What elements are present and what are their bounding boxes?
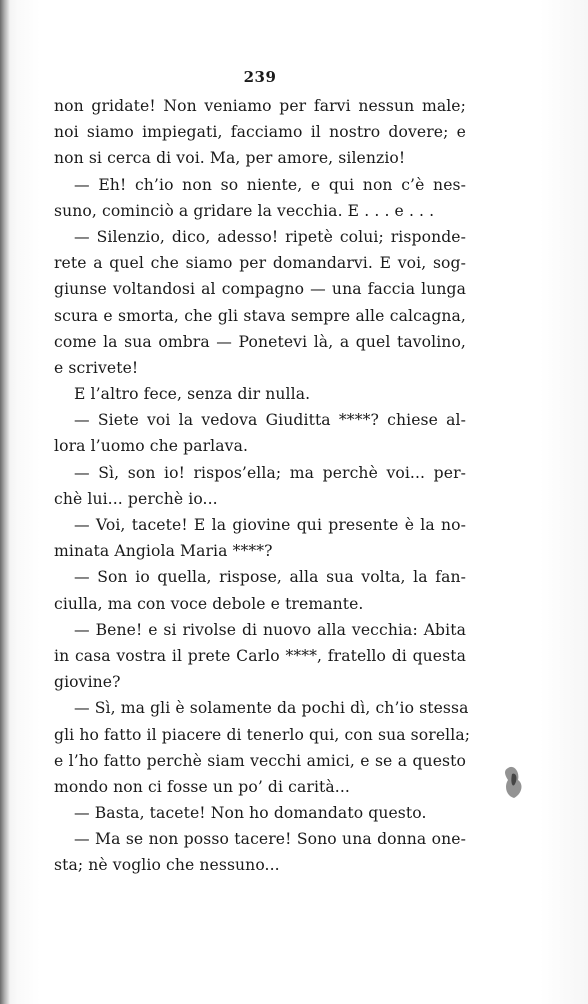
text-line: E l’altro fece, senza dir nulla. [74,385,311,404]
body-text [54,93,471,879]
text-line: — Sì, ma gli è solamente da pochi dì, ch’io stessa [74,699,469,718]
text-line: — Basta, tacete! Non ho domandato questo. [74,804,427,823]
text-line: in casa vostra il prete Carlo ****, fratello di questa [54,646,466,665]
text-line: scura e smorta, che gli stava sempre alle calcagna, [54,306,466,325]
page-number: 239 [243,68,277,86]
text-line: sta; nè voglio che nessuno... [54,856,280,875]
text-line: noi siamo impiegati, facciamo il nostro dovere; e [54,123,466,142]
text-line: rete a quel che siamo per domandarvi. E voi, sog- [54,254,466,273]
text-line: — Bene! e si rivolse di nuovo alla vecchia: Abita [74,620,466,639]
text-line: lora l’uomo che parlava. [54,437,249,456]
text-line: non gridate! Non veniamo per farvi nessun male; [54,97,466,115]
text-line: — Eh! ch’io non so niente, e qui non c’è nes- [74,175,466,194]
text-line: non si cerca di voi. Ma, per amore, silenzio! [54,149,406,168]
text-line: minata Angiola Maria ****? [54,542,273,561]
text-line: e scrivete! [54,358,139,377]
text-line: giunse voltandosi al compagno — una faccia lunga [54,280,466,299]
binding-shadow [0,0,10,1004]
text-line: ciulla, ma con voce debole e tremante. [54,594,364,613]
text-line: — Voi, tacete! E la giovine qui presente è la no- [74,516,466,534]
ink-smudge-mark [500,762,530,802]
text-line: e l’ho fatto perchè siam vecchi amici, e se a questo [54,751,466,770]
text-line: — Sì, son io! rispos’ella; ma perchè voi... per- [74,463,466,482]
text-line: — Siete voi la vedova Giuditta ****? chiese al- [74,411,466,430]
text-line: suno, cominciò a gridare la vecchia. E . . . e . . . [54,201,435,220]
text-line: — Ma se non posso tacere! Sono una donna one- [74,830,466,849]
text-line: come la sua ombra — Ponetevi là, a quel tavolino, [54,332,466,351]
text-line: giovine? [54,673,121,692]
text-line: mondo non ci fosse un po’ di carità... [54,777,350,796]
text-line: chè lui... perchè io... [54,489,218,508]
text-line: — Silenzio, dico, adesso! ripetè colui; risponde- [74,227,466,246]
text-line: gli ho fatto il piacere di tenerlo qui, con sua sorella; [54,725,471,744]
text-line: — Son io quella, rispose, alla sua volta, la fan- [74,568,466,587]
